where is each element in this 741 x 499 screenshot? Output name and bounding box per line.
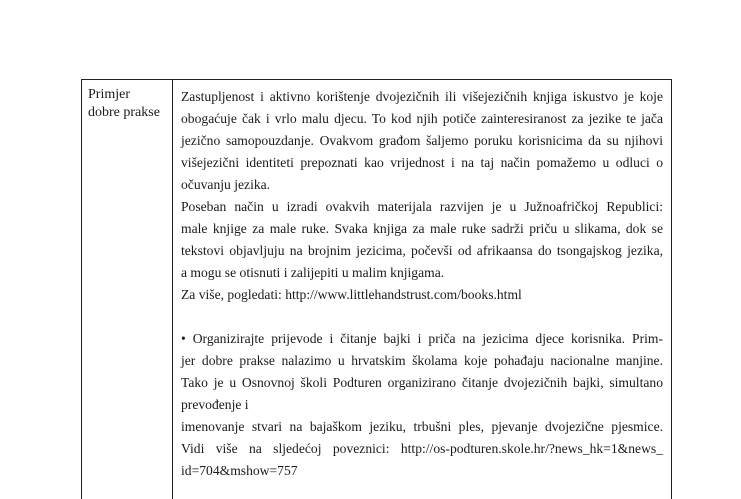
paragraph-3-line: jer dobre prakse nalazimo u hrvatskim školama koje pohađaju nacionalne manjine.	[181, 353, 663, 368]
row-content-cell	[173, 80, 671, 499]
row-label-line-2: dobre prakse	[88, 105, 160, 120]
paragraph-2-line: a mogu se otisnuti i zalijepiti u malim knjigama.	[181, 265, 445, 280]
paragraph-1-line: obogaćuje čak i vrlo malu djecu. To kod njih potiče zainteresiranost za jezike te jača	[181, 111, 663, 126]
paragraph-1-line: jezično samopouzdanje. Ovakvom građom šaljemo poruku korisnicima da su njihovi	[181, 133, 663, 148]
paragraph-3-line: • Organizirajte prijevode i čitanje bajki i priča na jezicima djece korisnika. Prim-	[181, 331, 663, 346]
link-os-podturen-continued[interactable]: id=704&mshow=757	[181, 463, 298, 478]
paragraph-3-line: prevođenje i	[181, 397, 249, 412]
paragraph-2-line: Poseban način u izradi ovakvih materijala razvijen je u Južnoafričkoj Republici:	[181, 199, 663, 214]
good-practice-table	[81, 79, 672, 499]
paragraph-3-line: Tako je u Osnovnoj školi Podturen organizirano čitanje dvojezičnih bajki, simultano	[181, 375, 663, 390]
paragraph-2-line: tekstovi objavljuju na brojnim jezicima, počevši od afrikaansa do tsongajskog jezika,	[181, 243, 663, 258]
row-label-cell	[82, 80, 173, 499]
paragraph-1-line: višejezični identiteti prepoznati kao vrijednost i na taj način pomažemo u odluci o	[181, 155, 663, 170]
paragraph-1-line: očuvanju jezika.	[181, 177, 271, 192]
paragraph-2-line: male knjige za male ruke. Svaka knjiga za male ruke sadrži priču u slikama, dok se	[181, 221, 663, 236]
paragraph-1-line: Zastupljenost i aktivno korištenje dvojezičnih ili višejezičnih knjiga iskustvo je koje	[181, 89, 663, 104]
paragraph-3-line: imenovanje stvari na bajaškom jeziku, trbušni ples, pjevanje dvojezične pjesmice.	[181, 419, 663, 434]
paragraph-spacer	[181, 306, 663, 328]
row-label-line-1: Primjer	[88, 87, 130, 102]
link-os-podturen[interactable]: Vidi više na sljedećoj poveznici: http://os-podturen.skole.hr/?news_hk=1&news_	[181, 441, 663, 456]
link-littlehandstrust[interactable]: Za više, pogledati: http://www.littlehandstrust.com/books.html	[181, 287, 522, 302]
